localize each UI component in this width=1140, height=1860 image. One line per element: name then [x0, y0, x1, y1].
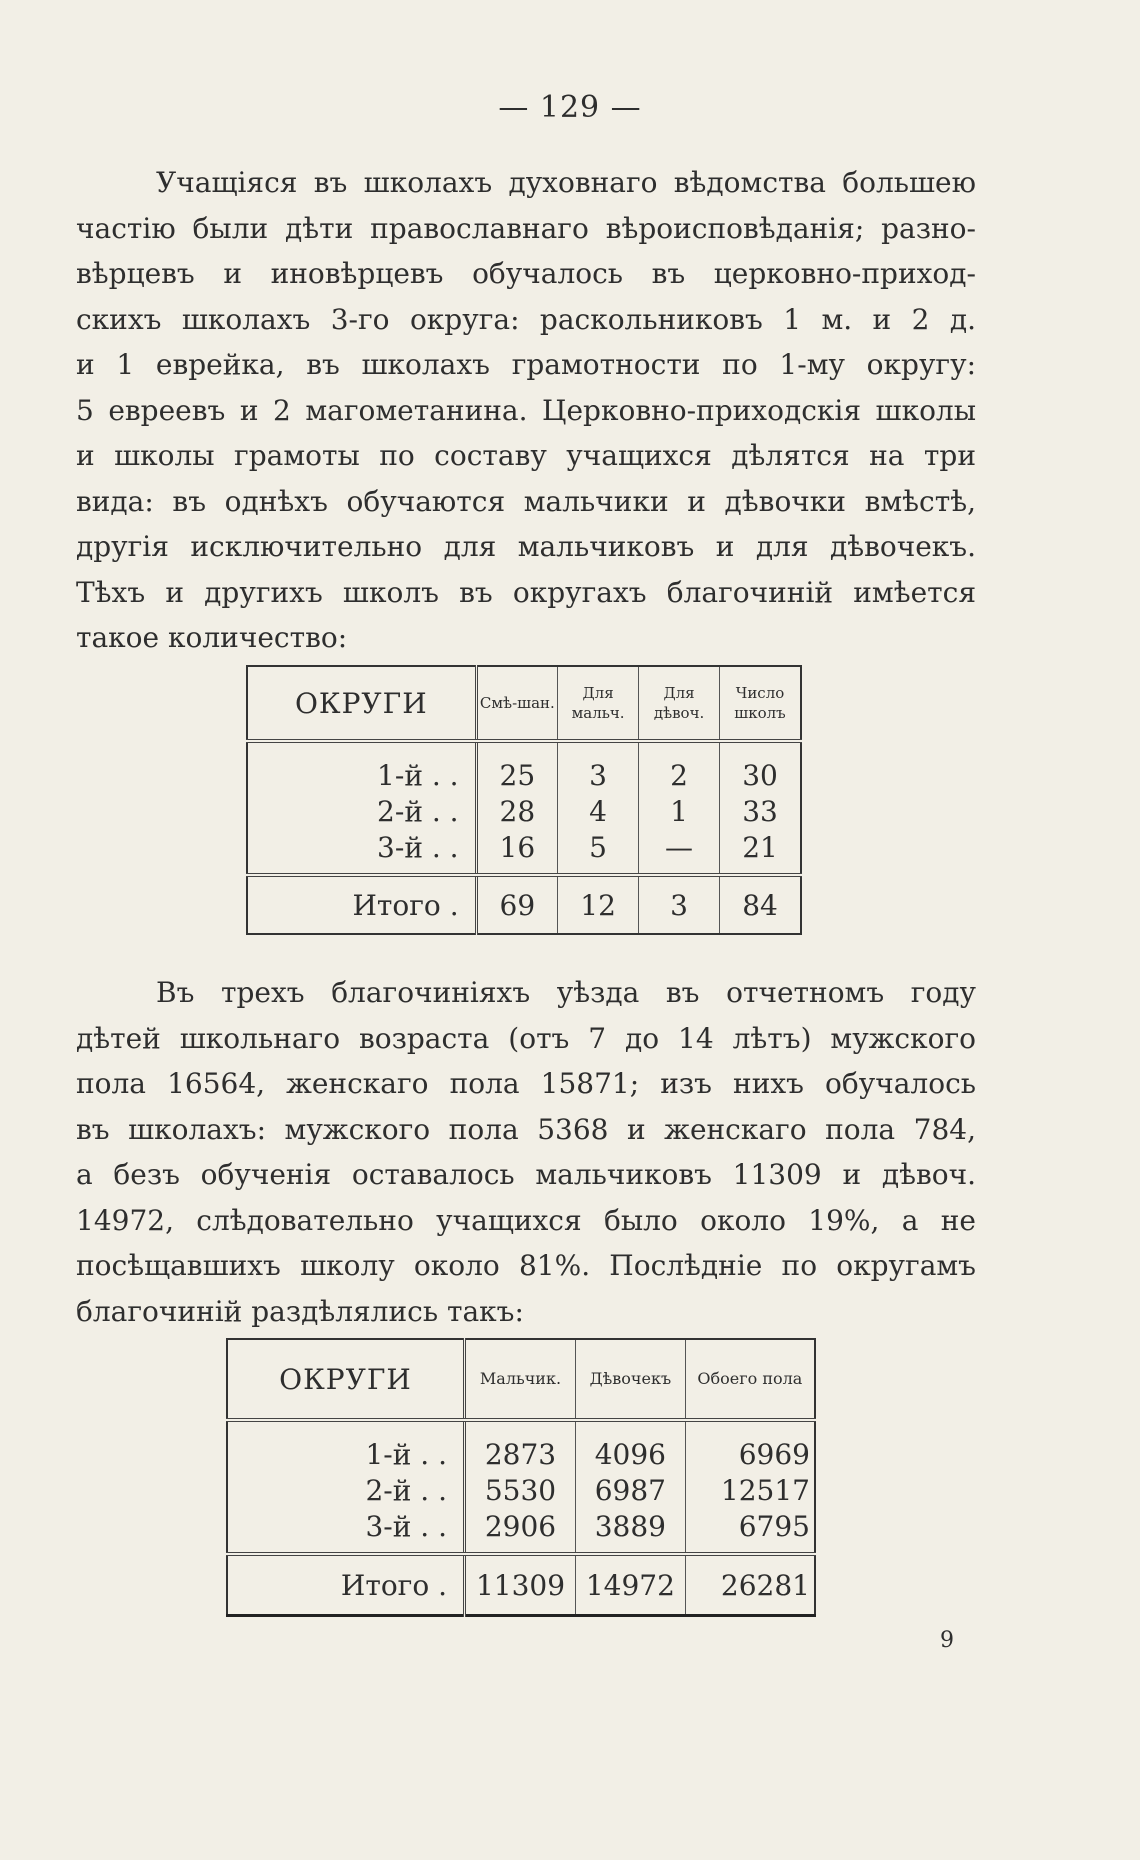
table-cell: 26281: [685, 1554, 815, 1616]
table-cell: 4: [558, 793, 639, 829]
column-header: Число школъ: [720, 666, 801, 741]
page-number: — 129 —: [498, 90, 642, 125]
district-label: 3-й . .: [227, 1508, 465, 1554]
paragraph-2: [76, 970, 976, 1334]
table-cell: 2906: [465, 1508, 576, 1554]
table-cell: 12517: [720, 1473, 810, 1507]
table-cell: 16: [476, 829, 557, 875]
table-cell: 33: [742, 794, 778, 828]
table-row: [247, 829, 801, 875]
table-cell: 4096: [575, 1420, 685, 1472]
table-cell: 2873: [465, 1420, 576, 1472]
table-cell: 5: [558, 829, 639, 875]
text-line: Въ трехъ благочиніяхъ уѣзда въ отчетномъ году: [156, 976, 976, 1009]
table-cell: 69: [476, 875, 557, 934]
table-cell: 84: [720, 875, 801, 934]
column-header: Мальчик.: [465, 1339, 576, 1420]
text-line: 5 евреевъ и 2 магометанина. Церковно-приходскія школы: [76, 393, 976, 427]
column-header: Смѣ-шан.: [476, 666, 557, 741]
table-cell: 6969: [738, 1437, 810, 1471]
table-cell: 6987: [575, 1472, 685, 1508]
text-line: посѣщавшихъ школу около 81%. Послѣдніе по округамъ: [76, 1249, 976, 1282]
district-label: 3-й . .: [247, 829, 476, 875]
text-line: и школы грамоты по составу учащихся дѣлятся на три: [76, 439, 976, 472]
table-total-row: [227, 1554, 815, 1616]
paragraph-1: [76, 160, 976, 661]
text-line: благочиній раздѣлялись такъ:: [76, 1294, 524, 1328]
column-header: Обоего пола: [685, 1339, 815, 1420]
total-label: Итого .: [227, 1554, 465, 1616]
table-row: [247, 793, 801, 829]
district-label: 1-й . .: [227, 1420, 465, 1472]
table-header-row: [247, 666, 801, 741]
table-cell: 30: [742, 758, 778, 792]
text-line: другія исключительно для мальчиковъ и для дѣвочекъ.: [76, 530, 976, 563]
text-line: Тѣхъ и другихъ школъ въ округахъ благочиній имѣется: [76, 575, 976, 609]
column-header: Дѣвочекъ: [575, 1339, 685, 1420]
column-header: ОКРУГИ: [227, 1339, 465, 1420]
district-label: 2-й . .: [247, 793, 476, 829]
column-header: Для дѣвоч.: [639, 666, 720, 741]
table-cell: 25: [476, 741, 557, 793]
text-line: и 1 еврейка, въ школахъ грамотности по 1-му округу:: [76, 348, 976, 381]
table-cell: 3889: [575, 1508, 685, 1554]
text-line: дѣтей школьнаго возраста (отъ 7 до 14 лѣтъ) мужского: [76, 1021, 976, 1055]
text-line: частію были дѣти православнаго вѣроисповѣданія; разно-: [76, 211, 976, 245]
text-line: 14972, слѣдовательно учащихся было около 19%, а не: [76, 1203, 976, 1237]
table-total-row: [247, 875, 801, 934]
table-cell: 12: [558, 875, 639, 934]
text-line: пола 16564, женскаго пола 15871; изъ нихъ обучалось: [76, 1067, 976, 1100]
district-label: 1-й . .: [247, 741, 476, 793]
table-cell: 21: [742, 830, 778, 864]
column-header: ОКРУГИ: [247, 666, 476, 741]
text-line: Учащіяся въ школахъ духовнаго вѣдомства большею: [156, 166, 976, 199]
table-cell: —: [639, 829, 720, 875]
text-line: въ школахъ: мужского пола 5368 и женскаго пола 784,: [76, 1112, 976, 1146]
unschooled-children-table: [226, 1338, 816, 1617]
table-row: [227, 1508, 815, 1554]
table-row: [247, 741, 801, 793]
table-cell: 28: [476, 793, 557, 829]
text-line: вида: въ однѣхъ обучаются мальчики и дѣвочки вмѣстѣ,: [76, 484, 976, 518]
table-cell: 3: [558, 741, 639, 793]
table-cell: 11309: [465, 1554, 576, 1616]
table-cell: 1: [639, 793, 720, 829]
table-row: [227, 1420, 815, 1472]
schools-table: [246, 665, 802, 935]
table-cell: 3: [639, 875, 720, 934]
table-cell: 2: [639, 741, 720, 793]
table-row: [227, 1472, 815, 1508]
district-label: 2-й . .: [227, 1472, 465, 1508]
table-cell: 14972: [575, 1554, 685, 1616]
text-line: такое количество:: [76, 621, 348, 654]
text-line: а безъ обученія оставалось мальчиковъ 11309 и дѣвоч.: [76, 1158, 976, 1191]
column-header: Для мальч.: [558, 666, 639, 741]
text-line: вѣрцевъ и иновѣрцевъ обучалось въ церковно-приход-: [76, 257, 976, 290]
table-header-row: [227, 1339, 815, 1420]
text-line: скихъ школахъ 3-го округа: раскольниковъ 1 м. и 2 д.: [76, 302, 976, 336]
table-cell: 5530: [465, 1472, 576, 1508]
table-cell: 6795: [738, 1509, 810, 1543]
total-label: Итого .: [247, 875, 476, 934]
signature-mark: 9: [940, 1628, 954, 1653]
